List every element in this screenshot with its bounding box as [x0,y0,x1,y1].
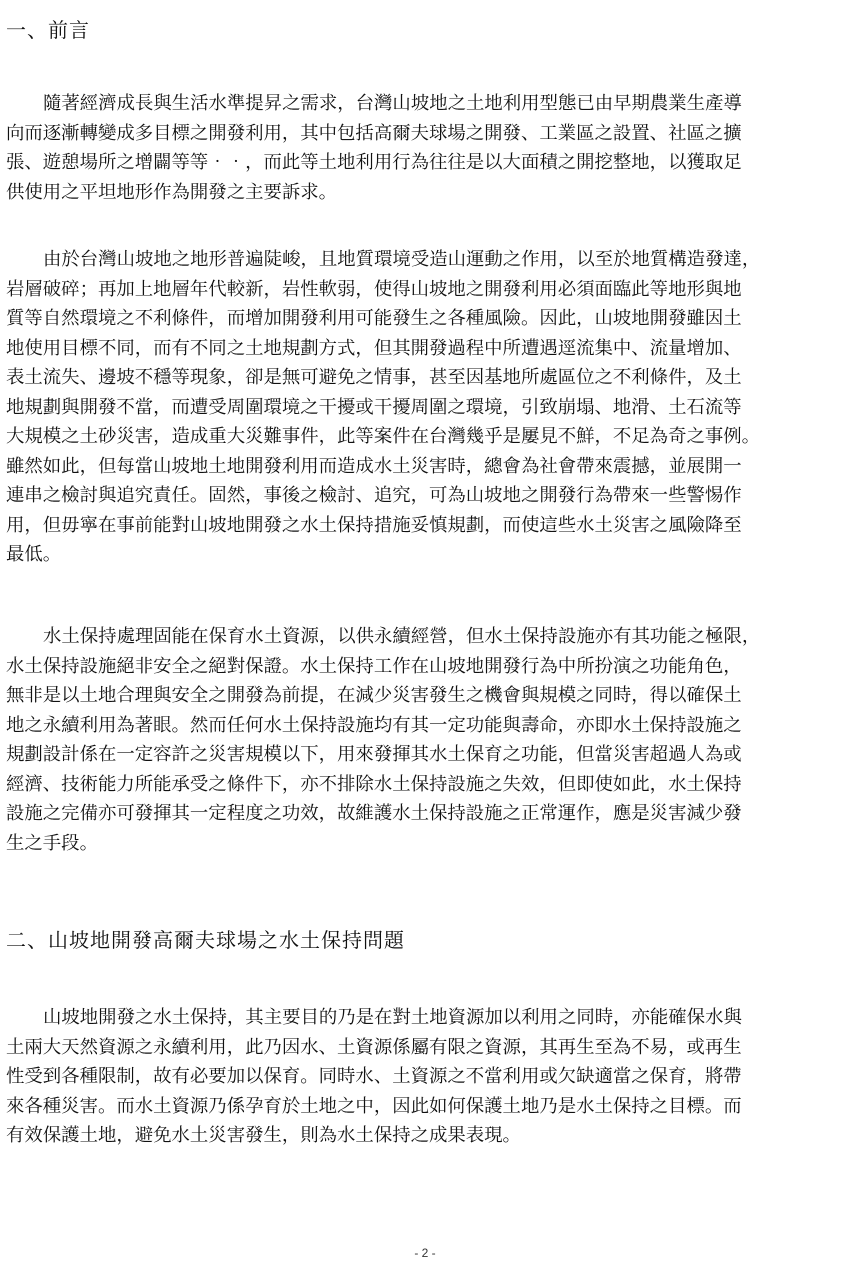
paragraph-line: 表土流失、邊坡不穩等現象，卻是無可避免之情事，甚至因基地所處區位之不利條件，及土 [6,367,742,388]
paragraph-line: 設施之完備亦可發揮其一定程度之功效，故維護水土保持設施之正常運作，應是災害減少發 [6,803,742,824]
paragraph-line: 隨著經濟成長與生活水準提昇之需求，台灣山坡地之土地利用型態已由早期農業生產導 [43,93,742,114]
paragraph-line: 連串之檢討與追究責任。固然，事後之檢討、追究，可為山坡地之開發行為帶來一些警惕作 [6,485,742,506]
paragraph-line: 質等自然環境之不利條件，而增加開發利用可能發生之各種風險。因此，山坡地開發雖因土 [6,308,742,329]
page-number: - 2 - [414,1246,436,1260]
paragraph-line: 性受到各種限制，故有必要加以保育。同時水、土資源之不當利用或欠缺適當之保育，將帶 [6,1066,742,1087]
paragraph-line: 經濟、技術能力所能承受之條件下，亦不排除水土保持設施之失效，但即使如此，水土保持 [6,773,742,795]
paragraph [6,245,844,570]
paragraph-line: 大規模之土砂災害，造成重大災難事件，此等案件在台灣幾乎是屢見不鮮，不足為奇之事例。 [6,426,761,447]
paragraph-line: 來各種災害。而水土資源乃係孕育於土地之中，因此如何保護土地乃是水土保持之目標。而 [6,1095,742,1117]
paragraph-line: 生之手段。 [6,832,98,854]
paragraph-line: 規劃設計係在一定容許之災害規模以下，用來發揮其水土保育之功能，但當災害超過人為或 [6,744,742,765]
paragraph-line: 由於台灣山坡地之地形普遍陡峻，且地質環境受造山運動之作用，以至於地質構造發達， [43,249,761,270]
paragraph-line: 雖然如此，但每當山坡地土地開發利用而造成水土災害時，總會為社會帶來震撼，並展開一 [6,455,742,477]
paragraph-line: 地之永續利用為著眼。然而任何水土保持設施均有其一定功能與壽命，亦即水土保持設施之 [6,714,742,736]
paragraph-line: 水土保持處理固能在保育水土資源，以供永續經營，但水土保持設施亦有其功能之極限， [43,626,761,647]
paragraph [6,622,844,858]
section-heading-golf-course-soil-conservation: 二、山坡地開發高爾夫球場之水土保持問題 [6,928,405,952]
paragraph-line: 岩層破碎；再加上地層年代較新，岩性軟弱，使得山坡地之開發利用必須面臨此等地形與地 [6,278,742,300]
paragraph-line: 向而逐漸轉變成多目標之開發利用，其中包括高爾夫球場之開發、工業區之設置、社區之擴 [6,122,742,144]
paragraph-line: 地規劃與開發不當，而遭受周圍環境之干擾或干擾周圍之環境，引致崩塌、地滑、土石流等 [6,396,742,418]
paragraph-line: 水土保持設施絕非安全之絕對保證。水土保持工作在山坡地開發行為中所扮演之功能角色， [6,655,742,677]
paragraph-line: 山坡地開發之水土保持，其主要目的乃是在對土地資源加以利用之同時，亦能確保水與 [43,1007,742,1028]
paragraph-line: 無非是以土地合理與安全之開發為前提，在減少災害發生之機會與規模之同時，得以確保土 [6,685,742,706]
paragraph-line: 用，但毋寧在事前能對山坡地開發之水土保持措施妥慎規劃，而使這些水土災害之風險降至 [6,514,742,536]
paragraph-line: 土兩大天然資源之永續利用，此乃因水、土資源係屬有限之資源，其再生至為不易，或再生 [6,1036,742,1058]
paragraph-line: 地使用目標不同，而有不同之土地規劃方式，但其開發過程中所遭遇逕流集中、流量增加、 [6,337,742,359]
paragraph-line: 最低。 [6,544,62,565]
section-heading-preface: 一、前言 [6,18,90,42]
paragraph-line: 張、遊憩場所之增闢等等‧‧，而此等土地利用行為往往是以大面積之開挖整地，以獲取足 [6,152,742,173]
paragraph-line: 供使用之平坦地形作為開發之主要訴求。 [6,181,338,203]
paragraph [6,89,844,207]
paragraph [6,1003,844,1151]
paragraph-line: 有效保護土地，避免水土災害發生，則為水土保持之成果表現。 [6,1125,521,1146]
